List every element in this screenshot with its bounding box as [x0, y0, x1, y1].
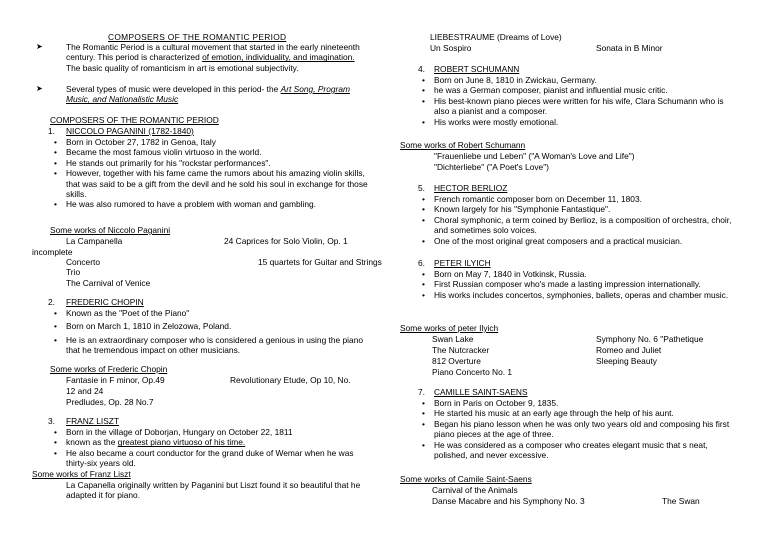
- list-number: 1.: [48, 126, 55, 136]
- work-item: Sonata in B Minor: [596, 43, 663, 53]
- list-item: • He started his music at an early age through the help of his aunt.: [434, 408, 736, 418]
- list-item: • However, together with his fame came the rumors about his amazing violin skills, that was said to be a gift from the devil and he sold his soul in exchange for those skills.: [66, 168, 372, 199]
- work-item: 12 and 24: [66, 386, 104, 396]
- doc-title: COMPOSERS OF THE ROMANTIC PERIOD: [108, 32, 287, 42]
- arrow-bullet-icon: ➤: [36, 84, 43, 93]
- list-item: • Choral symphonic, a term coined by Berlioz, is a composition of orchestra, choir, and sometimes solo voices.: [434, 215, 744, 236]
- work-item: Sleeping Beauty: [596, 356, 657, 366]
- list-item: • Born on March 1, 1810 in Zelozowa, Poland.: [66, 321, 372, 331]
- liszt-works-text: La Capanella originally written by Paganini but Liszt found it so beautiful that he adapted it for piano.: [66, 480, 361, 501]
- list-item: • French romantic composer born on December 11, 1803.: [434, 194, 744, 204]
- work-item: Romeo and Juliet: [596, 345, 662, 355]
- schumann-bullets: [434, 75, 734, 127]
- work-item: 812 Overture: [432, 356, 481, 366]
- work-item: Danse Macabre and his Symphony No. 3: [432, 496, 585, 506]
- list-item: • Born in October 27, 1782 in Genoa, Italy: [66, 137, 372, 147]
- list-item: • One of the most original great composers and a practical musician.: [434, 236, 744, 246]
- work-item: Carnival of the Animals: [432, 485, 518, 495]
- saintsaens-bullets: [434, 398, 736, 460]
- list-number: 3.: [48, 416, 55, 426]
- list-number: 7.: [418, 387, 425, 397]
- work-item: 24 Caprices for Solo Violin, Op. 1: [224, 236, 348, 246]
- list-number: 4.: [418, 64, 425, 74]
- list-item: • Began his piano lesson when he was only two years old and composing his first piano pieces at the age of three.: [434, 419, 736, 440]
- work-item: Symphony No. 6 "Pathetique: [596, 334, 704, 344]
- works-heading-liszt: Some works of Franz Liszt: [32, 469, 131, 479]
- works-heading-schumann: Some works of Robert Schumann: [400, 140, 526, 150]
- list-number: 6.: [418, 258, 425, 268]
- composer-heading-liszt: FRANZ LISZT: [66, 416, 120, 426]
- list-item: • Known as the "Poet of the Piano": [66, 308, 372, 318]
- list-number: 5.: [418, 183, 425, 193]
- work-item: Un Sospiro: [430, 43, 472, 53]
- list-item: • His best-known piano pieces were written for his wife, Clara Schumann who is also a pianist and a composer.: [434, 96, 734, 117]
- work-item: Swan Lake: [432, 334, 474, 344]
- work-item: La Campanella: [66, 236, 123, 246]
- list-item: • Born on May 7, 1840 in Votkinsk, Russia.: [434, 269, 734, 279]
- work-item: The Swan: [662, 496, 700, 506]
- berlioz-bullets: [434, 194, 744, 246]
- composer-heading-ilyich: PETER ILYICH: [434, 258, 491, 268]
- chopin-bullets: [66, 308, 372, 356]
- ilyich-bullets: [434, 269, 734, 300]
- paganini-bullets: [66, 137, 372, 210]
- list-item: • Known largely for his "Symphonie Fantastique".: [434, 204, 744, 214]
- composer-heading-paganini: NICCOLO PAGANINI (1782-1840): [66, 126, 194, 136]
- section-subtitle: COMPOSERS OF THE ROMANTIC PERIOD: [50, 115, 219, 125]
- list-item: • First Russian composer who's made a lasting impression internationally.: [434, 279, 734, 289]
- work-item: Fantasie in F minor, Op.49: [66, 375, 165, 385]
- intro-paragraph-1: The Romantic Period is a cultural movement that started in the early nineteenth century. This period is characterized of emotion, individuality, and imagination. The basic quality of romanticism in art is emotional subjectivity.: [66, 42, 360, 73]
- works-heading-paganini: Some works of Niccolo Paganini: [50, 225, 171, 235]
- composer-heading-saintsaens: CAMILLE SAINT-SAENS: [434, 387, 528, 397]
- work-item: Predludes, Op. 28 No.7: [66, 397, 154, 407]
- work-item: The Carnival of Venice: [66, 278, 151, 288]
- arrow-bullet-icon: ➤: [36, 42, 43, 51]
- list-item: • Became the most famous violin virtuoso in the world.: [66, 147, 372, 157]
- list-item: • known as the greatest piano virtuoso of his time.: [66, 437, 372, 447]
- list-item: • He stands out primarily for his "rockstar performances".: [66, 158, 372, 168]
- list-item: • His works were mostly emotional.: [434, 117, 734, 127]
- composer-heading-chopin: FREDERIC CHOPIN: [66, 297, 144, 307]
- work-item: LIEBESTRAUME (Dreams of Love): [430, 32, 562, 42]
- composer-heading-berlioz: HECTOR BERLIOZ: [434, 183, 508, 193]
- list-item: • He was considered as a composer who creates elegant music that s neat, polished, and never excessive.: [434, 440, 736, 461]
- work-item: Piano Concerto No. 1: [432, 367, 513, 377]
- list-number: 2.: [48, 297, 55, 307]
- work-item: Revolutionary Etude, Op 10, No.: [230, 375, 351, 385]
- works-heading-saintsaens: Some works of Camile Saint-Saens: [400, 474, 532, 484]
- list-item: • He is an extraordinary composer who is considered a genious in using the piano that he tremendous impact on other musicians.: [66, 335, 372, 356]
- intro-paragraph-2: Several types of music were developed in this period- the Art Song, Program Music, and Nationalistic Music: [66, 84, 350, 105]
- list-item: • Born on June 8, 1810 in Zwickau, Germany.: [434, 75, 734, 85]
- works-heading-ilyich: Some works of peter Ilyich: [400, 323, 499, 333]
- composer-heading-schumann: ROBERT SCHUMANN: [434, 64, 520, 74]
- list-item: • Born in Paris on October 9, 1835.: [434, 398, 736, 408]
- work-item: Trio: [66, 267, 81, 277]
- work-item: 15 quartets for Guitar and Strings: [258, 257, 382, 267]
- list-item: • He also became a court conductor for the grand duke of Wemar when he was thirty-six years old.: [66, 448, 372, 469]
- work-item: The Nutcracker: [432, 345, 490, 355]
- work-item: Concerto: [66, 257, 100, 267]
- work-item: "Dichterliebe" ("A Poet's Love"): [434, 162, 549, 172]
- works-heading-chopin: Some works of Frederic Chopin: [50, 364, 168, 374]
- list-item: • His works includes concertos, symphonies, ballets, operas and chamber music.: [434, 290, 734, 300]
- work-item: incomplete: [32, 247, 73, 257]
- list-item: • He was also rumored to have a problem with woman and gambling.: [66, 199, 372, 209]
- liszt-bullets: [66, 427, 372, 469]
- list-item: • he was a German composer, pianist and influential music critic.: [434, 85, 734, 95]
- list-item: • Born in the village of Doborjan, Hungary on October 22, 1811: [66, 427, 372, 437]
- work-item: "Frauenliebe und Leben" ("A Woman's Love and Life"): [434, 151, 635, 161]
